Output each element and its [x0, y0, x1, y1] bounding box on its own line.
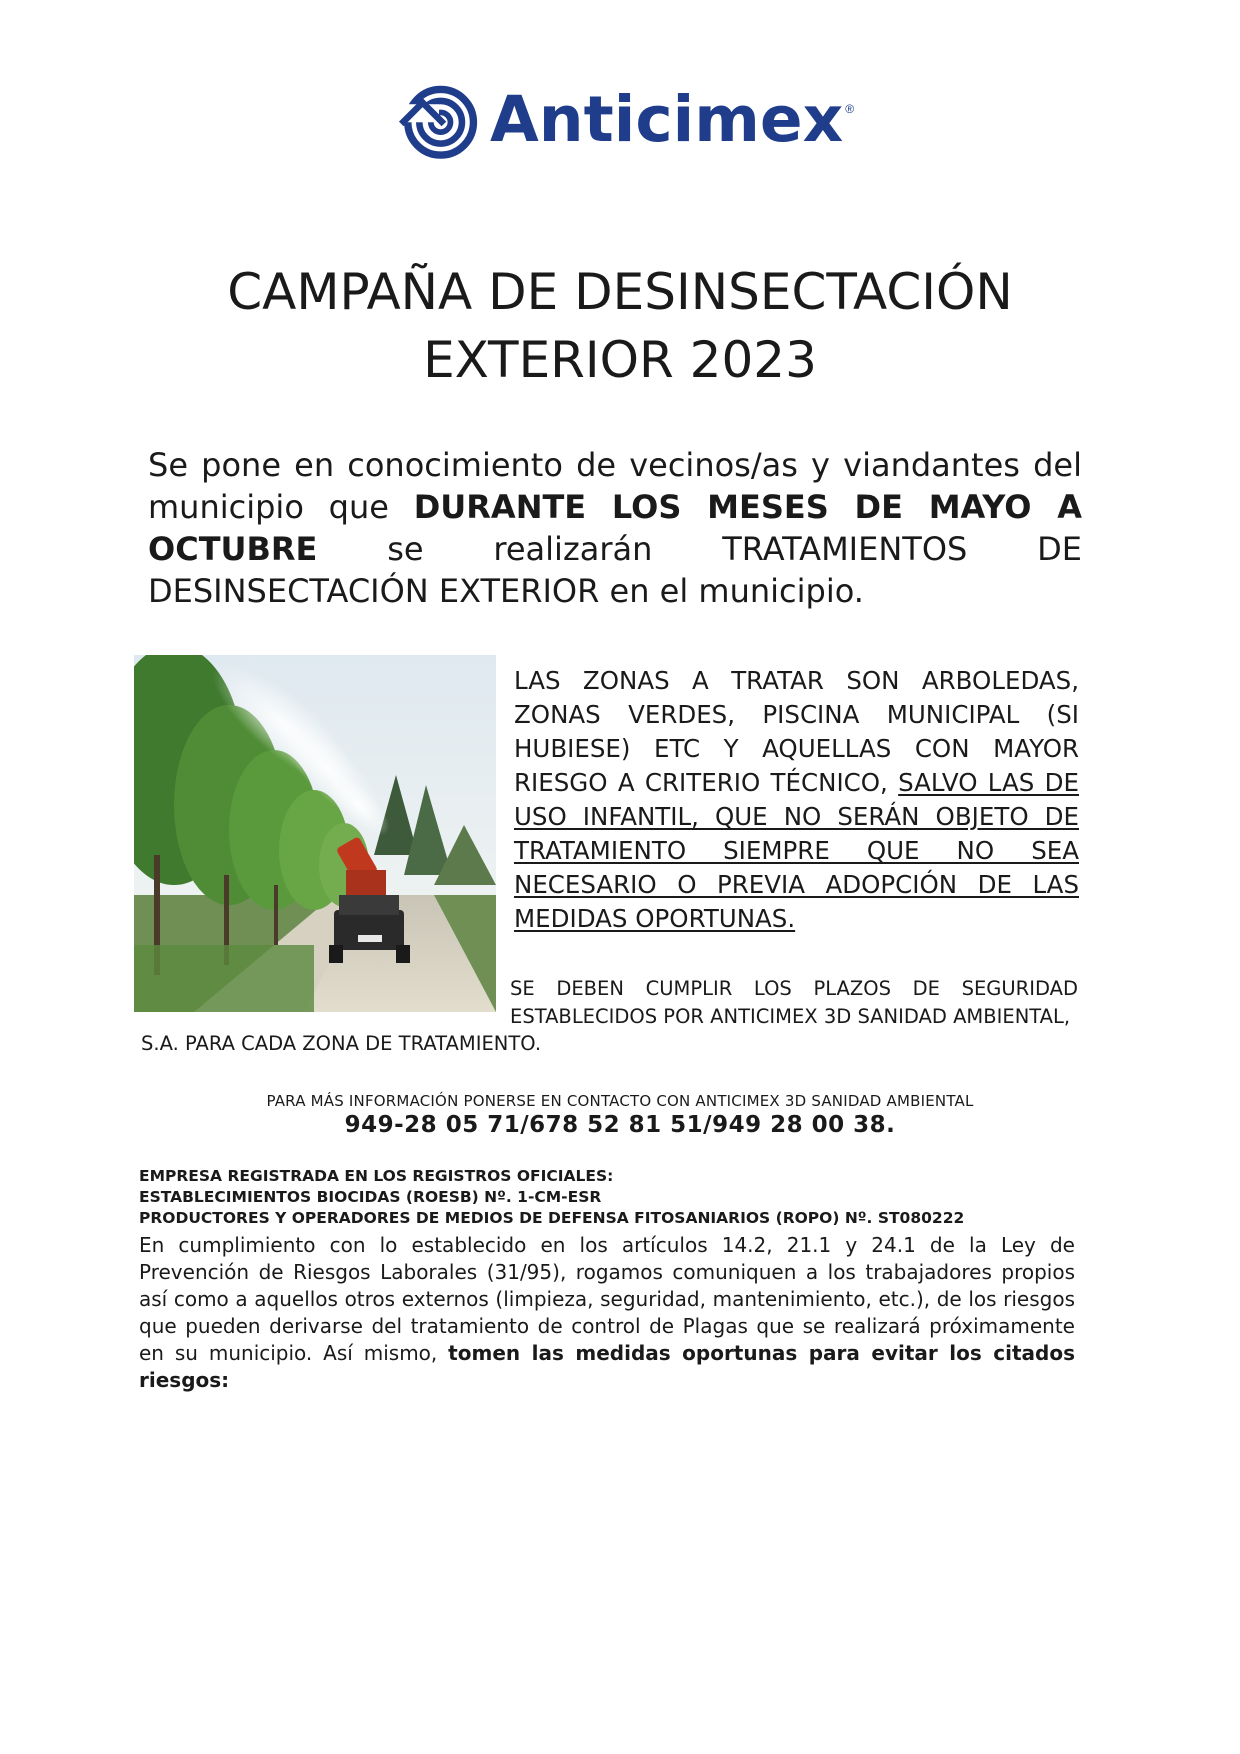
registry-line-1: EMPRESA REGISTRADA EN LOS REGISTROS OFICIALES: — [139, 1167, 614, 1185]
registry-line-3: PRODUCTORES Y OPERADORES DE MEDIOS DE DEFENSA FITOSANIARIOS (ROPO) Nº. ST080222 — [139, 1209, 965, 1227]
legal-bold-text: tomen las medidas oportunas para evitar los citados riesgos: — [139, 1341, 1076, 1392]
intro-paragraph — [148, 444, 1082, 612]
safety-period-text: SE DEBEN CUMPLIR LOS PLAZOS DE SEGURIDAD ESTABLECIDOS POR ANTICIMEX 3D SANIDAD AMBIENTAL, — [510, 977, 1078, 1028]
title-line-2: EXTERIOR 2023 — [423, 331, 817, 389]
fumigation-vehicle-photo — [134, 655, 496, 1012]
contact-info-label: PARA MÁS INFORMACIÓN PONERSE EN CONTACTO CON ANTICIMEX 3D SANIDAD AMBIENTAL — [266, 1092, 974, 1110]
logo-wordmark: Anticimex — [490, 82, 844, 156]
photo-illustration — [134, 655, 496, 1012]
legal-text: En cumplimiento con lo establecido en los artículos 14.2, 21.1 y 24.1 de la Ley de Prevención de Riesgos Laborales (31/95), rogamos comuniquen a los trabajadores propios así como a aquellos otros externos (limpieza, seguridad, mantenimiento, etc.), de los riesgos que pueden derivarse del tratamiento de control de Plagas que se realizará próximamente en su municipio. Así mismo, — [139, 1233, 1075, 1365]
zones-underlined-exception: SALVO LAS DE USO INFANTIL, QUE NO SERÁN OBJETO DE TRATAMIENTO SIEMPRE QUE NO SEA NECESARIO O PREVIA ADOPCIÓN DE LAS MEDIDAS OPORTUNAS. — [514, 768, 1079, 933]
title-line-1: CAMPAÑA DE DESINSECTACIÓN — [227, 263, 1013, 321]
registry-line-2: ESTABLECIMIENTOS BIOCIDAS (ROESB) Nº. 1-CM-ESR — [139, 1188, 602, 1206]
intro-bold-dates: DURANTE LOS MESES DE MAYO A OCTUBRE — [148, 488, 1083, 568]
anticimex-logo — [398, 78, 854, 160]
anticimex-spiral-logo-icon — [398, 78, 480, 160]
intro-text-1: Se pone en conocimiento de vecinos/as y viandantes del municipio que — [148, 446, 1082, 526]
treatment-zones-paragraph — [514, 664, 1079, 936]
registered-mark: ® — [845, 102, 855, 116]
page-title — [120, 258, 1120, 394]
zones-text: LAS ZONAS A TRATAR SON ARBOLEDAS, ZONAS VERDES, PISCINA MUNICIPAL (SI HUBIESE) ETC Y AQUELLAS CON MAYOR RIESGO A CRITERIO TÉCNICO, — [514, 666, 1079, 797]
legal-notice-paragraph — [139, 1232, 1075, 1394]
safety-period-text-cont: S.A. PARA CADA ZONA DE TRATAMIENTO. — [141, 1032, 542, 1055]
intro-text-2: se realizarán TRATAMIENTOS DE DESINSECTACIÓN EXTERIOR en el municipio. — [148, 530, 1082, 610]
registry-block — [139, 1166, 1079, 1229]
contact-phone-numbers: 949-28 05 71/678 52 81 51/949 28 00 38. — [344, 1112, 896, 1138]
